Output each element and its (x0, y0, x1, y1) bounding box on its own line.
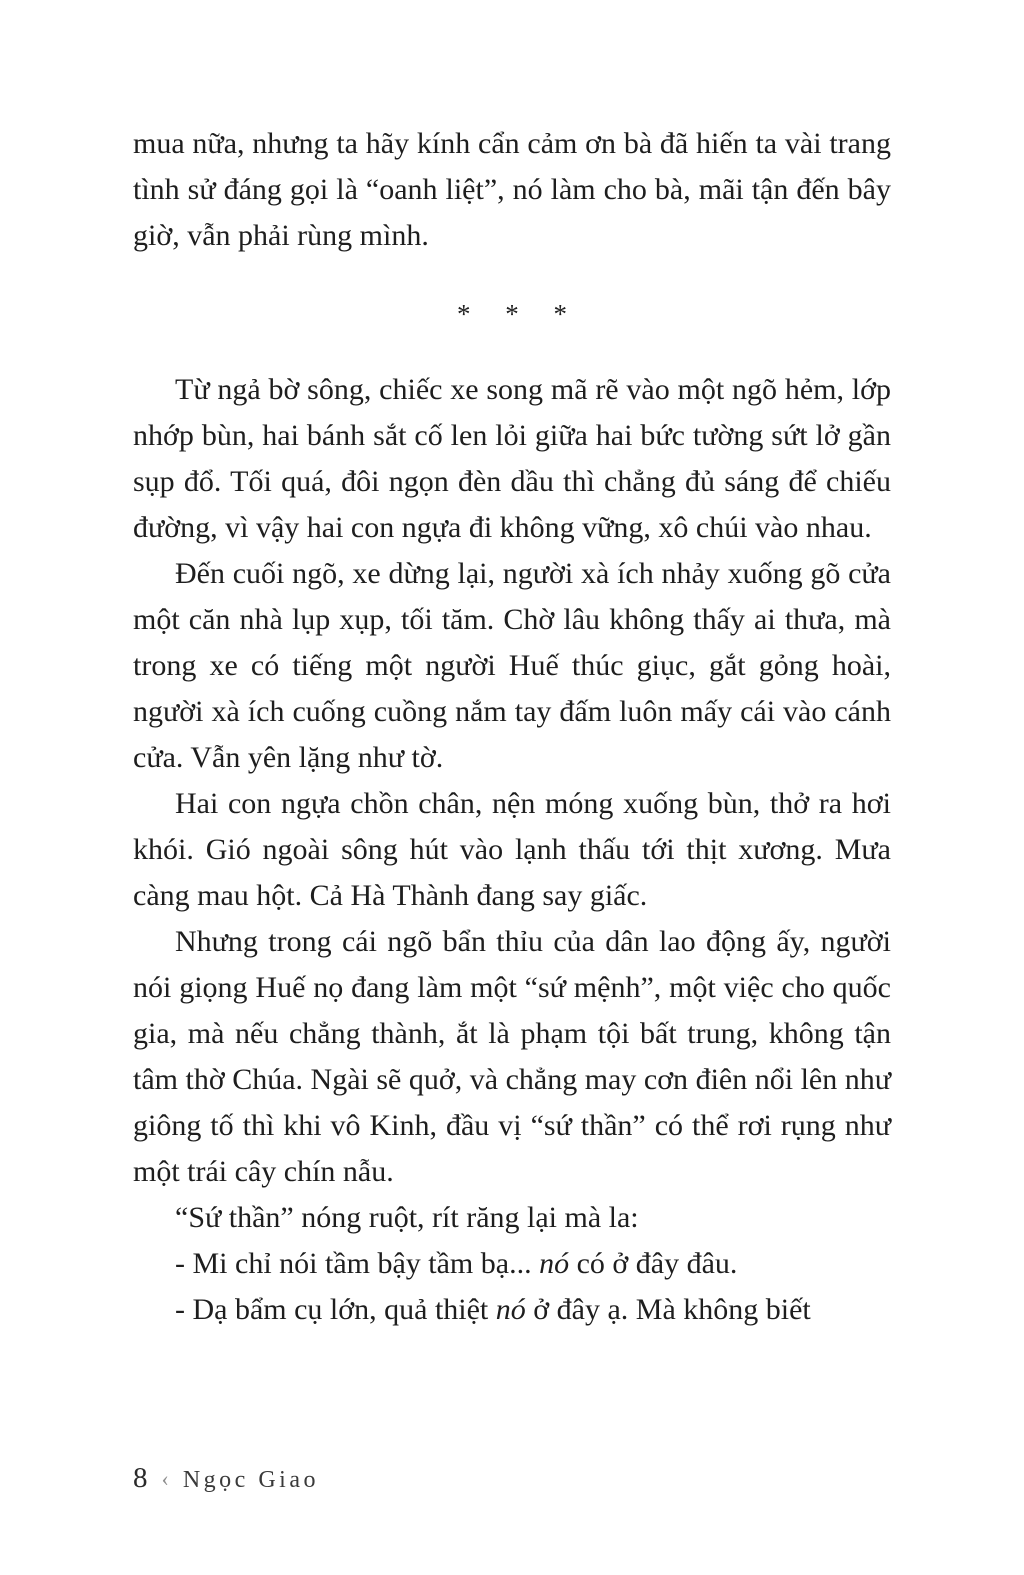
page-number: 8 (133, 1462, 148, 1494)
paragraph: Nhưng trong cái ngõ bẩn thỉu của dân lao động ấy, người nói giọng Huế nọ đang làm một “sứ mệnh”, một việc cho quốc gia, mà nếu chẳng thành, ắt là phạm tội bất trung, không tận tâm thờ Chúa. Ngài sẽ quở, và chẳng may cơn điên nổi lên như giông tố thì khi vô Kinh, đầu vị “sứ thần” có thể rơi rụng như một trái cây chín nẫu. (133, 925, 891, 1188)
paragraph: Hai con ngựa chồn chân, nện móng xuống bùn, thở ra hơi khói. Gió ngoài sông hút vào lạnh thấu tới thịt xương. Mưa càng mau hột. Cả Hà Thành đang say giấc. (133, 787, 891, 912)
page-footer (133, 1462, 319, 1495)
page-text-block (133, 121, 891, 1333)
dialogue-line: - Mi chỉ nói tầm bậy tầm bạ... nó có ở đây đâu. (175, 1247, 738, 1280)
section-separator: * * * (457, 299, 581, 329)
dialogue-line: - Dạ bẩm cụ lớn, quả thiệt nó ở đây ạ. Mà không biết (175, 1293, 811, 1326)
paragraph: Đến cuối ngõ, xe dừng lại, người xà ích nhảy xuống gõ cửa một căn nhà lụp xụp, tối tăm. Chờ lâu không thấy ai thưa, mà trong xe có tiếng một người Huế thúc giục, gắt gỏng hoài, người xà ích cuống cuồng nắm tay đấm luôn mấy cái vào cánh cửa. Vẫn yên lặng như tờ. (133, 557, 891, 774)
paragraph-continuation: mua nữa, nhưng ta hãy kính cẩn cảm ơn bà đã hiến ta vài trang tình sử đáng gọi là “oanh liệt”, nó làm cho bà, mãi tận đến bây giờ, vẫn phải rùng mình. (133, 127, 891, 252)
footer-separator-icon: ‹ (161, 1466, 169, 1491)
paragraph: “Sứ thần” nóng ruột, rít răng lại mà la: (175, 1201, 639, 1234)
author-name: Ngọc Giao (182, 1467, 319, 1493)
paragraph: Từ ngả bờ sông, chiếc xe song mã rẽ vào một ngõ hẻm, lớp nhớp bùn, hai bánh sắt cố len lỏi giữa hai bức tường sứt lở gần sụp đổ. Tối quá, đôi ngọn đèn dầu thì chẳng đủ sáng để chiếu đường, vì vậy hai con ngựa đi không vững, xô chúi vào nhau. (133, 373, 891, 544)
